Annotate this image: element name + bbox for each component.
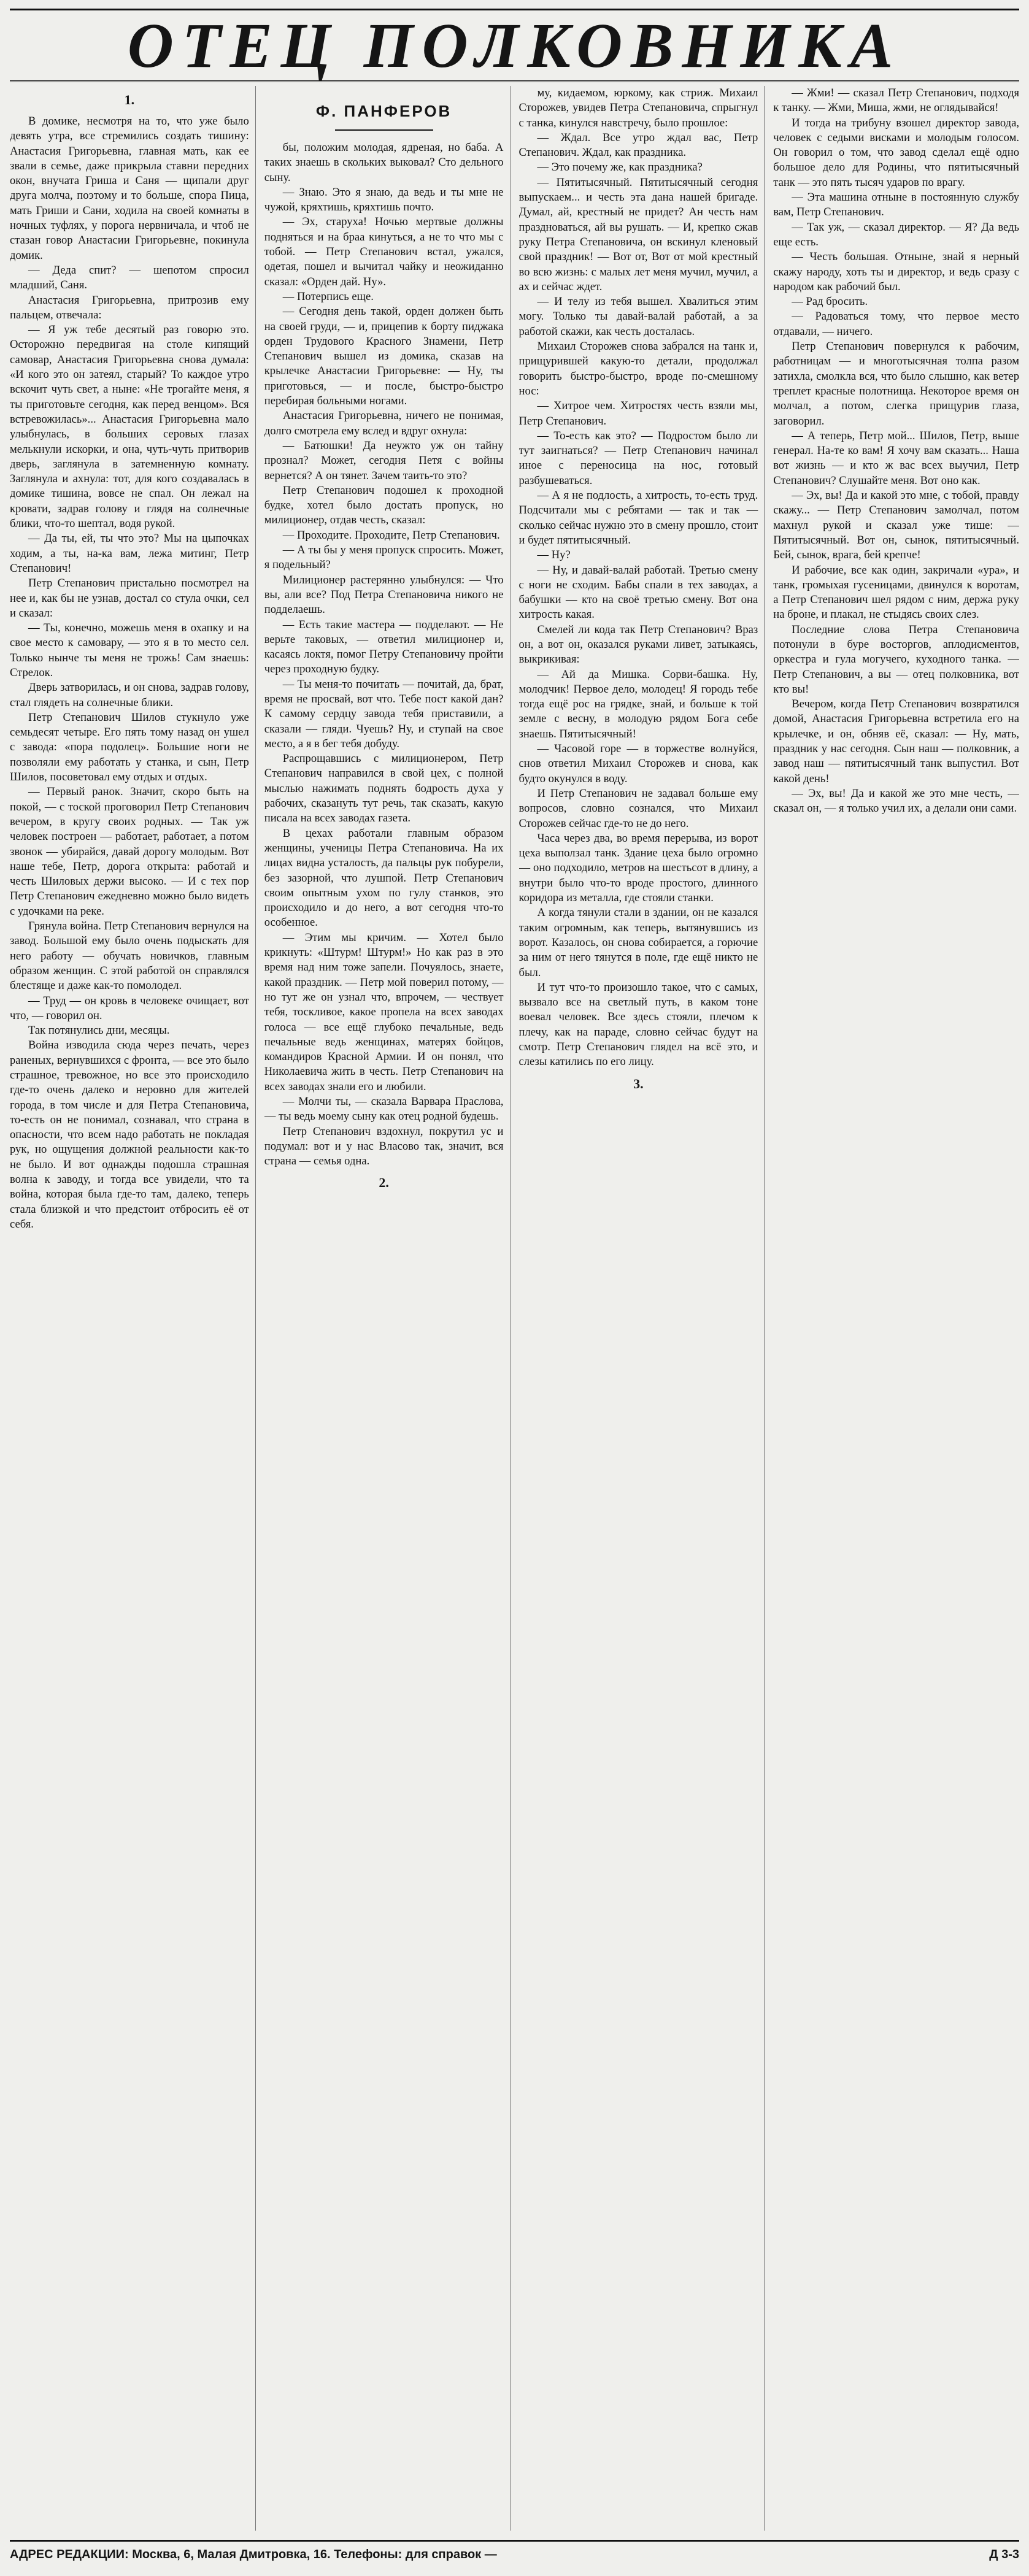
paragraph: — Я уж тебе десятый раз говорю это. Осторожно передвигая на столе кипящий самовар, Анастасия Григорьевна снова думала: «И кого это он затеял, старый? То каждое утро вскочит чуть свет, а ныне: «Не трогайте меня, я ты приготовьте сегодня, как перед венцом». Вся встревожилась»... Анастасия Григорьевна мало улыбнулась, в больших серовых глазах мелькнули искорки, и она, чуть-чуть притворив дверь, заглянула в затемненную комнату. Заглянула и ахнула: тот, для кого создавалась в домике тишина, вовсе не спал. Он лежал на кровати, задрав голову и глядя на солнечные блики, что-то шептал, водя рукой. <box>10 323 249 531</box>
paragraph: — Ты меня-то почитать — почитай, да, брат, время не просвай, вот что. Тебе пост какой дан? К самому сердцу завода тебя приставили, а сказали — гляди. Чуешь? Ну, и ступай на свое место, а я в бег тебя добуду. <box>264 677 504 750</box>
column-text <box>10 114 249 1232</box>
paragraph: И тут что-то произошло такое, что с самых, вызвало все на светлый путь, в каком тоне воевал человек. Все здесь стояли, плечом к плечу, как на параде, словно сейчас будут на смотр. Петр Степанович глядел на всё это, и слезы катились по его лицу. <box>518 980 758 1069</box>
paragraph: А когда тянули стали в здании, он не казался таким огромным, как теперь, вытянувшись из ворот. Казалось, он снова собирается, а горючие за ним от него тянутся в поле, где ещё никто не был. <box>518 906 758 979</box>
paragraph: Последние слова Петра Степановича потонули в буре восторгов, аплодисментов, оркестра и гула могучего, куходного танка. — Петр Степанович, а вы — отец полковника, вот кто вы! <box>773 623 1019 696</box>
paragraph: — Так уж, — сказал директор. — Я? Да ведь еще есть. <box>773 220 1019 248</box>
column-2 <box>264 86 511 2531</box>
paragraph: Петр Степанович вздохнул, покрутил ус и подумал: вот и у нас Власово так, значит, вся страна — семья одна. <box>264 1125 504 1168</box>
paragraph: — А ты бы у меня пропуск спросить. Может, я подельный? <box>264 544 504 572</box>
paragraph: — Рад бросить. <box>792 295 868 309</box>
paragraph: — Ну, и давай-валай работай. Третью смену с ноги не сходим. Бабы спали в тех заводах, а бабушки — кто на своё третью смену. Вот она хитрость какая. <box>518 563 758 621</box>
paragraph: — Жми! — сказал Петр Степанович, подходя к танку. — Жми, Миша, жми, не оглядывайся! <box>773 87 1019 115</box>
paragraph: — Знаю. Это я знаю, да ведь и ты мне не чужой, кряхтишь, кряхтишь почто. <box>264 185 504 214</box>
paragraph: — Пятитысячный. Пятитысячный сегодня выпускаем... и честь эта дана нашей бригаде. Думал, ай, крестный не придет? Ан честь нам праздноваться, ай вы рушать. — И, крепко сжав руку Петра Степановича, он вскинул кленовый свой праздник! — Вот от, Вот от мой крестный во всю жизнь: с малых лет меня мучил, мучил, а ах и сейчас ждет. <box>518 175 758 293</box>
paragraph: — И телу из тебя вышел. Хвалиться этим могу. Только ты давай-валай работай, а за работой скажи, как честь досталась. <box>518 295 758 338</box>
section-number: 3. <box>633 1075 644 1091</box>
paragraph: Часа через два, во время перерыва, из ворот цеха выползал танк. Здание цеха было огромно — оно подходило, метров на шестьсот в длину, а внутри было что-то вроде простого, длинного коридора из металла, где стояли станки. <box>518 831 758 905</box>
paragraph: — Батюшки! Да неужто уж он тайну прознал? Может, сегодня Петя с войны вернется? А он тянет. Зачем таить-то это? <box>264 439 504 482</box>
editorial-address: АДРЕС РЕДАКЦИИ: Москва, 6, Малая Дмитровка, 16. Телефоны: для справок — <box>10 2547 497 2561</box>
paragraph: — То-есть как это? — Подростом было ли тут заигнаться? — Петр Степанович начинал иное с переносица на нос, готовый разбушеваться. <box>518 429 758 487</box>
paragraph: — Проходите. Проходите, Петр Степанович. <box>282 528 500 542</box>
paragraph: Вечером, когда Петр Степанович возвратился домой, Анастасия Григорьевна встретила его на крылечке, и он, обняв её, сказал: — Ну, мать, праздник у нас сегодня. Сын наш — полковник, а завод наш — пятитысячный танк выпустил. Вот какой день! <box>773 698 1019 785</box>
masthead <box>10 9 1019 82</box>
paragraph: В цехах работали главным образом женщины, ученицы Петра Степановича. На их лицах видна усталость, да пальцы рук побурели, без зазорной, что лушпой. Петр Степанович своим опытным ухом по гулу станков, это происходило и до него, а вот сегодня что-то особенное. <box>264 826 504 929</box>
paragraph: В домике, несмотря на то, что уже было девять утра, все стремились создать тишину: Анастасия Григорьевна, главная мать, как ее звали в семье, даже прикрыла ставни передних окон, внучата Гриша и Саня — щипали друг друга молча, поэтому и то больше, спора Пица, мать Гриши и Сани, ходила на своей комнаты в ночных туфлях, у порога нервничала, и чтоб не стазан говор Анастасии Григорьевне, покинула домик. <box>10 115 249 262</box>
paragraph: — Да ты, ей, ты что это? Мы на цыпочках ходим, а ты, на-ка вам, лежа митинг, Петр Степанович! <box>10 532 249 575</box>
paragraph: — Честь большая. Отныне, знай я нерный скажу народу, хоть ты и директор, и ведь сразу с народом как рабочий был. <box>773 250 1019 293</box>
paragraph: — Эх, вы! Да и какой же это мне честь, — сказал он, — я только учил их, а делали они сами. <box>773 786 1019 815</box>
paragraph: — Этим мы кричим. — Хотел было крикнуть: «Штурм! Штурм!» Но как раз в это время над ним тоже запели. Почуялось, знаете, какой праздник. — Петр мой поверил потому, — но тут же он узнал что, впрочем, — чествует тебя, тоскливое, какое пропела на всех заводах голоса — все ещё глубоко печальные, ведь печальные ведь женщинах, матерях бойцов, командиров Красной Армии. И он понял, что Николаевича жить в честь. Петр Степанович на всех заводах знали его и любили. <box>264 931 504 1093</box>
issue-code: Д 3-3 <box>989 2547 1019 2561</box>
paragraph: И рабочие, все как один, закричали «ура», и танк, громыхая гусеницами, двинулся к воротам, а Петр Степанович шел рядом с ним, держа руку на броне, и плакал, не стыдясь своих слез. <box>773 563 1019 621</box>
paragraph: — Ты, конечно, можешь меня в охапку и на свое место к самовару, — это я в то место сел. Только нынче ты меня не трожь! Сам знаешь: Стрелок. <box>10 621 249 679</box>
paragraph: И Петр Степанович не задавал больше ему вопросов, словно сознался, что Михаил Сторожев сейчас где-то не до него. <box>518 786 758 830</box>
paragraph: — Эта машина отныне в постоянную службу вам, Петр Степанович. <box>773 191 1019 219</box>
section-number: 1. <box>124 92 135 107</box>
paragraph: Петр Степанович Шилов стукнуло уже семьдесят четыре. Его пять тому назад он ушел с завода: «пора подолец». Большие ноги не позволяли ему работать у станка, и сын, Петр Шилов, посоветовал ему отдых и отдых. <box>10 710 249 784</box>
paragraph: Смелей ли кода так Петр Степанович? Враз он, а вот он, оказался руками ливет, затыкаясь, выкрикивая: <box>518 623 758 666</box>
paragraph: — Деда спит? — шепотом спросил младший, Саня. <box>10 263 249 292</box>
paragraph: — Хитрое чем. Хитростях честь взяли мы, Петр Степанович. <box>518 399 758 428</box>
article-title: ОТЕЦ ПОЛКОВНИКА <box>127 10 902 81</box>
paragraph: бы, положим молодая, ядреная, но баба. А таких знаешь в скольких выковал? Сто дельного сыну. <box>264 141 504 184</box>
paragraph: Дверь затворилась, и он снова, задрав голову, стал глядеть на солнечные блики. <box>10 681 249 709</box>
paragraph: — Эх, старуха! Ночью мертвые должны подняться и на браа кинуться, а не то что мы с тобой. — Петр Степанович встал, ужался, одетая, пошел и вычитал чайку и неожиданно сказал: «Орден дай. Ну». <box>264 215 504 288</box>
paragraph: Распрощавшись с милиционером, Петр Степанович направился в свой цех, с полной мыслью нажимать поднять бодрость духа у рабочих, сказануть тут речь, так сказать, какую писала на всех заводах газета. <box>264 752 504 825</box>
paragraph: Война изводила сюда через печать, через раненых, вернувшихся с фронта, — все это было страшное, тревожное, но все это происходило где-то очень далеко и неровно для жителей города, в том числе и для Петра Степановича, то-есть он не понимал, сознавал, что страна в опасности, что всем надо работать не покладая рук, но ощущения должной реальности как-то не было. И вот однажды подошла страшная волна к заводу, и тогда все увидели, что та война, которая была где-то там, далеко, теперь стала близкой и что предстоит отбросить её от себя. <box>10 1039 249 1231</box>
paragraph: Петр Степанович пристально посмотрел на нее и, как бы не узнав, достал со стула очки, сел и сказал: <box>10 577 249 620</box>
paragraph: Анастасия Григорьевна, притрозив ему пальцем, отвечала: <box>10 293 249 321</box>
paragraph: Михаил Сторожев снова забрался на танк и, прищурившей какую-то детали, продолжал говорить быстро-быстро, вроде по-смешному нос: <box>518 340 758 398</box>
paragraph: Милиционер растерянно улыбнулся: — Что вы, али все? Под Петра Степановича никого не подделаешь. <box>264 573 504 617</box>
paragraph: — Есть такие мастера — подделают. — Не верьте таковых, — ответил милиционер и, касаясь локтя, помог Петру Степановичу пройти через проходную будку. <box>264 618 504 676</box>
paragraph: — Ждал. Все утро ждал вас, Петр Степанович. Ждал, как праздника. <box>518 131 758 160</box>
section-number: 2. <box>379 1175 389 1191</box>
paragraph: — А я не подлость, а хитрость, то-есть труд. Подсчитали мы с ребятами — так и так — сколько сейчас нужно это в смену прошло, стоит и будет пятитысячный. <box>518 489 758 547</box>
column-text <box>519 86 758 1070</box>
paragraph: — А теперь, Петр мой... Шилов, Петр, выше генерал. На-те ко вам! Я хочу вам сказать... Наша вот жизнь — и кто ж вас всех выучил, Петр Степанович? Слушайте меня. Вот оно как. <box>773 429 1019 487</box>
paragraph: — Радоваться тому, что первое место отдавали, — ничего. <box>773 310 1019 338</box>
article-columns <box>10 86 1019 2531</box>
paragraph: — Молчи ты, — сказала Варвара Праслова, — ты ведь моему сыну как отец родной будешь. <box>264 1095 504 1123</box>
author-byline: Ф. ПАНФЕРОВ <box>315 102 452 120</box>
column-4 <box>773 86 1019 2531</box>
paragraph: — Ай да Мишка. Сорви-башка. Ну, молодчик! Первое дело, молодец! Я городь тебе тогда ещё рос на грядке, знай, и больше к той земле с весну, в молодую рядом Бога себе знаешь. Пятитысячный! <box>518 667 758 740</box>
column-text <box>264 140 504 1169</box>
paragraph: Петр Степанович повернулся к рабочим, работницам — и многотысячная толпа разом затихла, смолкла вся, что было слышно, как ветер треплет красные полотнища. Некоторое время он молчал, а потом, слегка прищурив глаза, заговорил. <box>773 340 1019 428</box>
paragraph: му, кидаемом, юркому, как стриж. Михаил Сторожев, увидев Петра Степановича, спрыгнул с танка, кинулся навстречу, было прошлое: <box>518 87 758 129</box>
paragraph: — Труд — он кровь в человеке очищает, вот что, — говорил он. <box>10 994 249 1022</box>
paragraph: — Сегодня день такой, орден должен быть на своей груди, — и, прицепив к борту пиджака орден Трудового Красного Знамени, Петр Степанович вышел из домика, сказав на крылечке Анастасии Григорьевне: — Ну, ты приготовься, — и после, быстро-быстро перебирая больными ногами. <box>264 305 504 408</box>
column-text <box>773 86 1019 817</box>
paragraph: — Часовой горе — в торжестве волнуйся, снов ответил Михаил Сторожев и снова, как будто окунулся в воду. <box>518 742 758 785</box>
column-3 <box>519 86 765 2531</box>
paragraph: — Эх, вы! Да и какой это мне, с тобой, правду скажу... — Петр Степанович замолчал, потом махнул рукой и сказал уже тише: — Пятитысячный. Вот он, сынок, пятитысячный. Бей, сынок, врага, бей крепче! <box>773 489 1019 562</box>
column-1 <box>10 86 256 2531</box>
paragraph: Так потянулись дни, месяцы. <box>28 1024 170 1037</box>
paragraph: Анастасия Григорьевна, ничего не понимая, долго смотрела ему вслед и вдруг охнула: <box>264 409 504 437</box>
paragraph: Грянула война. Петр Степанович вернулся на завод. Большой ему было очень подыскать для него работу — обучать новичков, главным образом женщин. С этой работой он справлялся блестяще и даже как-то помолодел. <box>10 920 249 993</box>
paragraph: Петр Степанович подошел к проходной будке, хотел было достать пропуск, но милиционер, отдав честь, сказал: <box>264 483 504 527</box>
paragraph: — Ну? <box>537 548 571 562</box>
paragraph: — Потерпись еще. <box>282 290 374 303</box>
paragraph: И тогда на трибуну взошел директор завода, человек с седыми висками и молодым голосом. Он говорил о том, что завод сделал ещё одно большое дело для Родины, что пятитысячный танк — это пять тысяч ударов по врагу. <box>773 116 1019 189</box>
paragraph: — Первый ранок. Значит, скоро быть на покой, — с тоской проговорил Петр Степанович вечером, в кругу своих родных. — Так уж человек построен — работает, работает, а потом звонок — убирайся, давай дорогу молодым. Вот наше тебе, Петр, дорога открыта: работай и честь Шиловых держи высоко. — И с тех пор Петр Степанович ежедневно можно было видеть с удочками на реке. <box>10 785 249 918</box>
paragraph: — Это почему же, как праздника? <box>537 161 703 174</box>
editorial-address-footer <box>10 2540 1019 2567</box>
byline-rule <box>335 129 433 131</box>
